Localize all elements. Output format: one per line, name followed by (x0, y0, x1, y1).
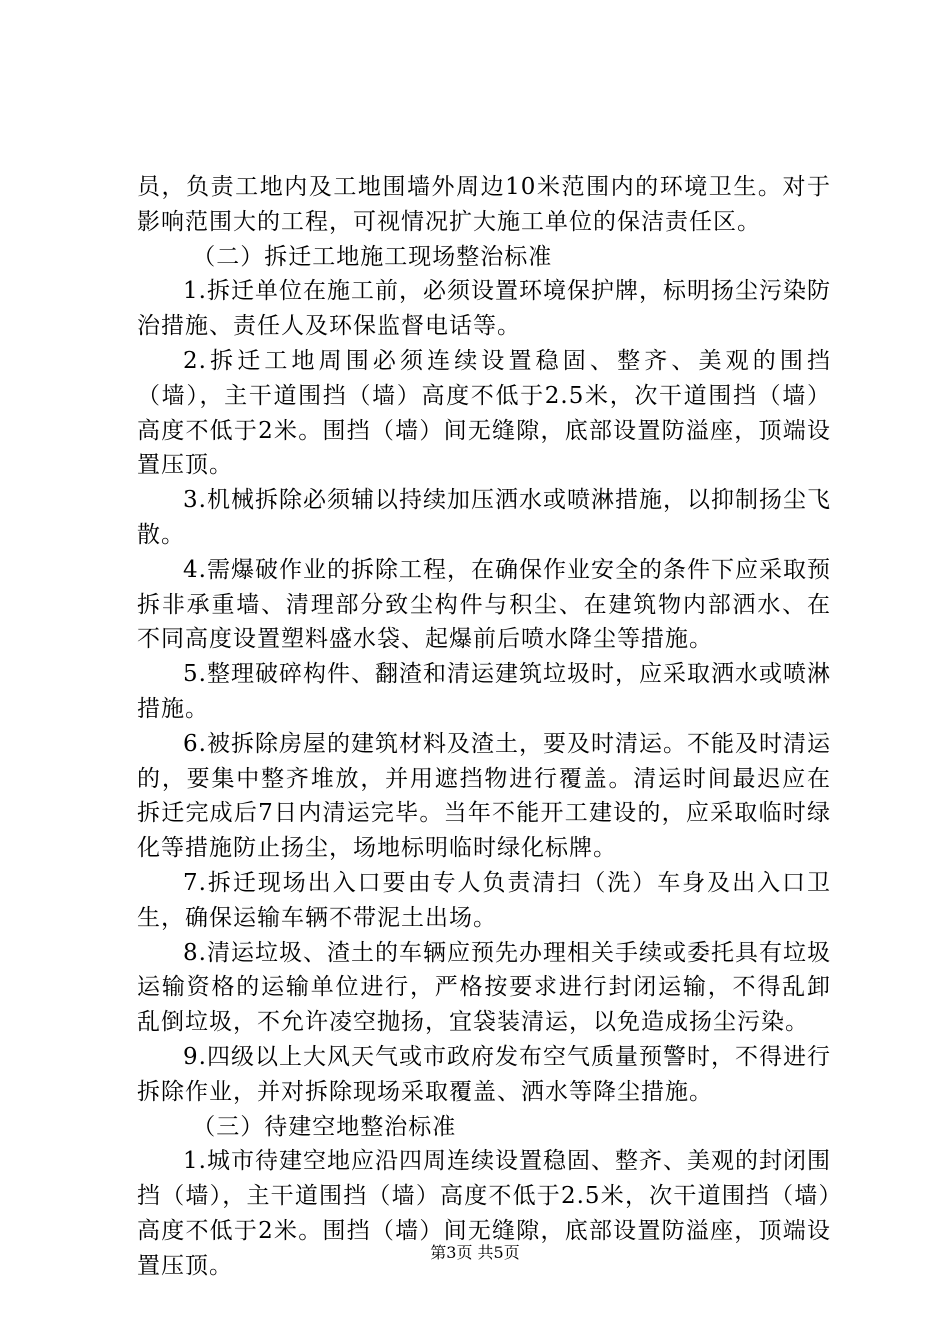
list-item: 8.清运垃圾、渣土的车辆应预先办理相关手续或委托具有垃圾运输资格的运输单位进行，严格按要求进行封闭运输，不得乱卸乱倒垃圾，不允许凌空抛扬，宜袋装清运，以免造成扬尘污染。 (137, 939, 831, 1036)
list-item: 2.拆迁工地周围必须连续设置稳固、整齐、美观的围挡（墙），主干道围挡（墙）高度不低于2.5米，次干道围挡（墙）高度不低于2米。围挡（墙）间无缝隙，底部设置防溢座，顶端设置压顶。 (137, 347, 831, 479)
document-body (137, 170, 831, 1284)
list-item: 4.需爆破作业的拆除工程，在确保作业安全的条件下应采取预拆非承重墙、清理部分致尘构件与积尘、在建筑物内部洒水、在不同高度设置塑料盛水袋、起爆前后喷水降尘等措施。 (137, 556, 831, 653)
list-item: 6.被拆除房屋的建筑材料及渣土，要及时清运。不能及时清运的，要集中整齐堆放，并用遮挡物进行覆盖。清运时间最迟应在拆迁完成后7日内清运完毕。当年不能开工建设的，应采取临时绿化等措施防止扬尘，场地标明临时绿化标牌。 (137, 730, 831, 862)
page-number: 第3页 共5页 (430, 1243, 520, 1262)
list-item: 7.拆迁现场出入口要由专人负责清扫（洗）车身及出入口卫生，确保运输车辆不带泥土出场。 (137, 869, 831, 931)
section-heading: （三）待建空地整治标准 (192, 1113, 457, 1140)
paragraph-continuation: 员，负责工地内及工地围墙外周边10米范围内的环境卫生。对于影响范围大的工程，可视情况扩大施工单位的保洁责任区。 (137, 174, 831, 235)
list-item: 3.机械拆除必须辅以持续加压洒水或喷淋措施，以抑制扬尘飞散。 (137, 487, 831, 548)
section-heading: （二）拆迁工地施工现场整治标准 (192, 243, 553, 270)
list-item: 5.整理破碎构件、翻渣和清运建筑垃圾时，应采取洒水或喷淋措施。 (137, 661, 831, 722)
list-item: 1.城市待建空地应沿四周连续设置稳固、整齐、美观的封闭围挡（墙），主干道围挡（墙）高度不低于2.5米，次干道围挡（墙）高度不低于2米。围挡（墙）间无缝隙，底部设置防溢座，顶端设置压顶。 (137, 1148, 831, 1279)
page-footer (0, 1243, 950, 1263)
list-item: 9.四级以上大风天气或市政府发布空气质量预警时，不得进行拆除作业，并对拆除现场采取覆盖、洒水等降尘措施。 (137, 1043, 831, 1105)
list-item: 1.拆迁单位在施工前，必须设置环境保护牌，标明扬尘污染防治措施、责任人及环保监督电话等。 (137, 278, 831, 340)
